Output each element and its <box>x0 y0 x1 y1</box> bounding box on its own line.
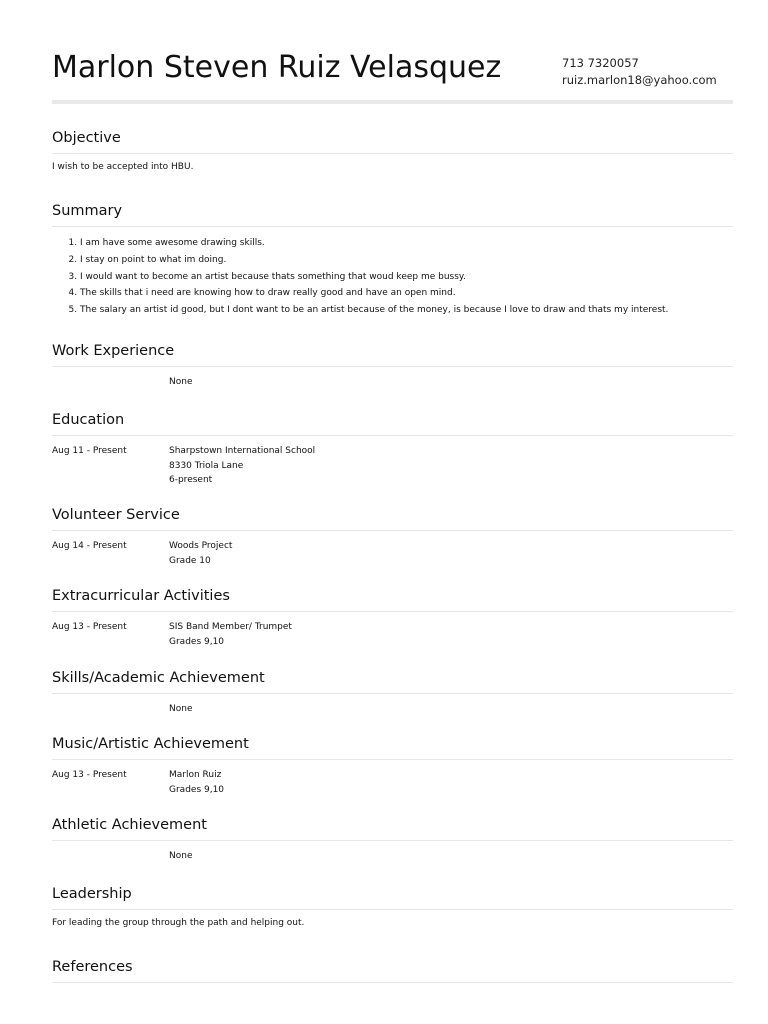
education-entry <box>52 444 733 488</box>
email-address: ruiz.marlon18@yahoo.com <box>562 73 717 87</box>
section-title-music-artistic: Music/Artistic Achievement <box>52 734 733 760</box>
section-title-objective: Objective <box>52 128 733 154</box>
list-item: 4. The skills that i need are knowing how to draw really good and have an open mind. <box>80 285 733 302</box>
entry-line: Grades 9,10 <box>169 636 225 647</box>
applicant-name: Marlon Steven Ruiz Velasquez <box>52 50 502 85</box>
phone-number: 713 7320057 <box>562 56 639 70</box>
education-section <box>52 410 733 488</box>
entry-line: 8330 Triola Lane <box>169 460 244 471</box>
entry-line: SIS Band Member/ Trumpet <box>169 622 292 632</box>
header-divider <box>52 100 733 104</box>
athletic-entry <box>52 849 733 864</box>
objective-text: I wish to be accepted into HBU. <box>52 162 194 172</box>
athletic-section <box>52 815 733 864</box>
music-artistic-entry <box>52 768 733 797</box>
skills-academic-section <box>52 668 733 717</box>
music-artistic-section <box>52 734 733 797</box>
references-section <box>52 957 733 983</box>
leadership-text: For leading the group through the path and helping out. <box>52 918 305 928</box>
work-experience-section <box>52 341 733 390</box>
entry-detail <box>169 539 733 568</box>
entry-detail <box>169 849 733 864</box>
entry-detail <box>169 620 733 649</box>
entry-date: Aug 13 - Present <box>52 622 127 632</box>
section-title-summary: Summary <box>52 201 733 227</box>
resume-page <box>52 0 733 975</box>
extracurricular-section <box>52 586 733 649</box>
entry-detail <box>169 444 733 488</box>
summary-list <box>52 235 733 319</box>
entry-detail <box>169 702 733 717</box>
skills-academic-entry <box>52 702 733 717</box>
section-title-athletic: Athletic Achievement <box>52 815 733 841</box>
volunteer-service-entry <box>52 539 733 568</box>
entry-date: Aug 11 - Present <box>52 446 127 456</box>
leadership-section <box>52 884 733 930</box>
summary-section <box>52 201 733 319</box>
section-title-work-experience: Work Experience <box>52 341 733 367</box>
entry-date: Aug 13 - Present <box>52 770 127 780</box>
entry-line: None <box>169 377 193 387</box>
entry-detail <box>169 768 733 797</box>
section-title-education: Education <box>52 410 733 436</box>
resume-header <box>52 0 733 102</box>
list-item: 5. The salary an artist id good, but I dont want to be an artist because of the money, is because I love to draw and thats my interest. <box>80 302 733 319</box>
list-item: 1. I am have some awesome drawing skills. <box>80 235 733 252</box>
entry-line: Woods Project <box>169 541 233 551</box>
section-title-leadership: Leadership <box>52 884 733 910</box>
work-experience-entry <box>52 375 733 390</box>
section-title-volunteer-service: Volunteer Service <box>52 505 733 531</box>
entry-detail <box>169 375 733 390</box>
objective-section <box>52 128 733 174</box>
entry-line: None <box>169 851 193 861</box>
extracurricular-entry <box>52 620 733 649</box>
entry-line: None <box>169 704 193 714</box>
entry-line: Sharpstown International School <box>169 446 316 456</box>
section-title-references: References <box>52 957 733 983</box>
section-title-extracurricular: Extracurricular Activities <box>52 586 733 612</box>
entry-line: Marlon Ruiz <box>169 770 222 780</box>
section-title-skills-academic: Skills/Academic Achievement <box>52 668 733 694</box>
entry-line: 6-present <box>169 475 213 485</box>
entry-line: Grades 9,10 <box>169 784 225 795</box>
entry-line: Grade 10 <box>169 555 211 566</box>
list-item: 3. I would want to become an artist because thats something that woud keep me bussy. <box>80 269 733 286</box>
list-item: 2. I stay on point to what im doing. <box>80 252 733 269</box>
entry-date: Aug 14 - Present <box>52 541 127 551</box>
volunteer-service-section <box>52 505 733 568</box>
contact-info <box>562 55 717 89</box>
